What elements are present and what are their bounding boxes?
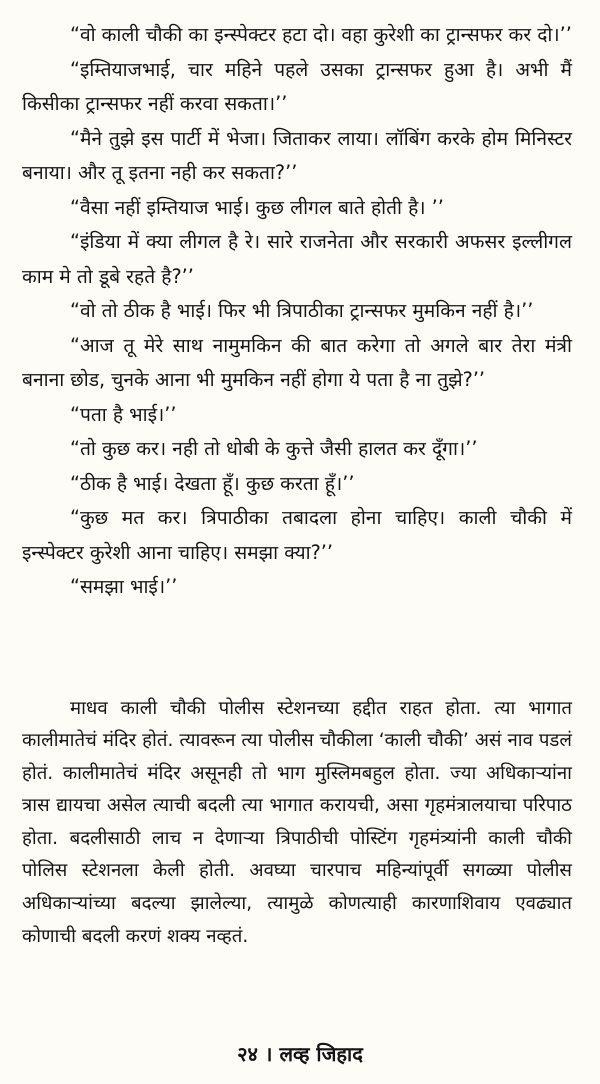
dialogue-line: “आज तू मेरे साथ नामुमकिन की बात करेगा तो अगले बार तेरा मंत्री बनाना छोड, चुनके आना भी मुमकिन नहीं होगा ये पता है ना तुझे?’’ — [22, 333, 572, 391]
page-footer — [0, 1040, 600, 1067]
dialogue-line: “वो काली चौकी का इन्स्पेक्टर हटा दो। वहा कुरेशी का ट्रान्सफर कर दो।’’ — [70, 23, 572, 46]
dialogue-line: “पता है भाई।’’ — [70, 402, 177, 426]
dialogue-line: “मैने तुझे इस पार्टी में भेजा। जिताकर लाया। लॉबिंग करके होम मिनिस्टर बनाया। और तू इतना नही कर सकता?’’ — [22, 126, 572, 184]
book-title: लव्ह जिहाद — [279, 1042, 363, 1066]
section-gap — [22, 605, 572, 693]
dialogue-line: “समझा भाई।’’ — [70, 575, 178, 598]
dialogue-line: “इंडिया में क्या लीगल है रे। सारे राजनेता और सरकारी अफसर इल्लीगल काम मे तो डूबे रहते है?’’ — [22, 230, 572, 288]
dialogue-line: “कुछ मत कर। त्रिपाठीका तबादला होना चाहिए। काली चौकी में इन्स्पेक्टर कुरेशी आना चाहिए। समझा क्या?’’ — [22, 506, 572, 564]
narration-paragraph: माधव काली चौकी पोलीस स्टेशनच्या हद्दीत राहत होता. त्या भागात कालीमातेचं मंदिर होतं. त्यावरून त्या पोलीस चौकीला ‘काली चौकी’ असं नाव पडलं होतं. कालीमातेचं मंदिर असूनही तो भाग मुस्लिमबहुल होता. ज्या अधिकाऱ्यांना त्रास द्यायचा असेल त्याची बदली त्या भागात करायची, असा गृहमंत्रालयाचा परिपाठ होता. बदलीसाठी लाच न देणाऱ्या त्रिपाठीची पोस्टिंग गृहमंत्र्यांनी काली चौकी पोलिस स्टेशनला केली होती. अवघ्या चारपाच महिन्यांपूर्वी सगळ्या पोलीस अधिकाऱ्यांच्या बदल्या झालेल्या, त्यामुळे कोणत्याही कारणाशिवाय एवढ्यात कोणाची बदली करणं शक्य नव्हतं. — [22, 697, 572, 947]
dialogue-section — [22, 18, 572, 605]
dialogue-line: “इम्तियाजभाई, चार महिने पहले उसका ट्रान्सफर हुआ है। अभी मैं किसीका ट्रान्सफर नहीं करवा सकता।’’ — [22, 57, 572, 115]
dialogue-line: “वैसा नहीं इम्तियाज भाई। कुछ लीगल बाते होती है। ’’ — [70, 195, 444, 219]
dialogue-line: “ठीक है भाई। देखता हूँ। कुछ करता हूँ।’’ — [70, 471, 355, 495]
dialogue-line: “तो कुछ कर। नही तो धोबी के कुत्ते जैसी हालत कर दूँगा।’’ — [70, 437, 478, 460]
narration-section — [22, 693, 572, 954]
page-number: २४ — [237, 1042, 258, 1066]
dialogue-line: “वो तो ठीक है भाई। फिर भी त्रिपाठीका ट्रान्सफर मुमकिन नहीं है।’’ — [70, 299, 534, 322]
footer-separator: । — [264, 1042, 273, 1066]
